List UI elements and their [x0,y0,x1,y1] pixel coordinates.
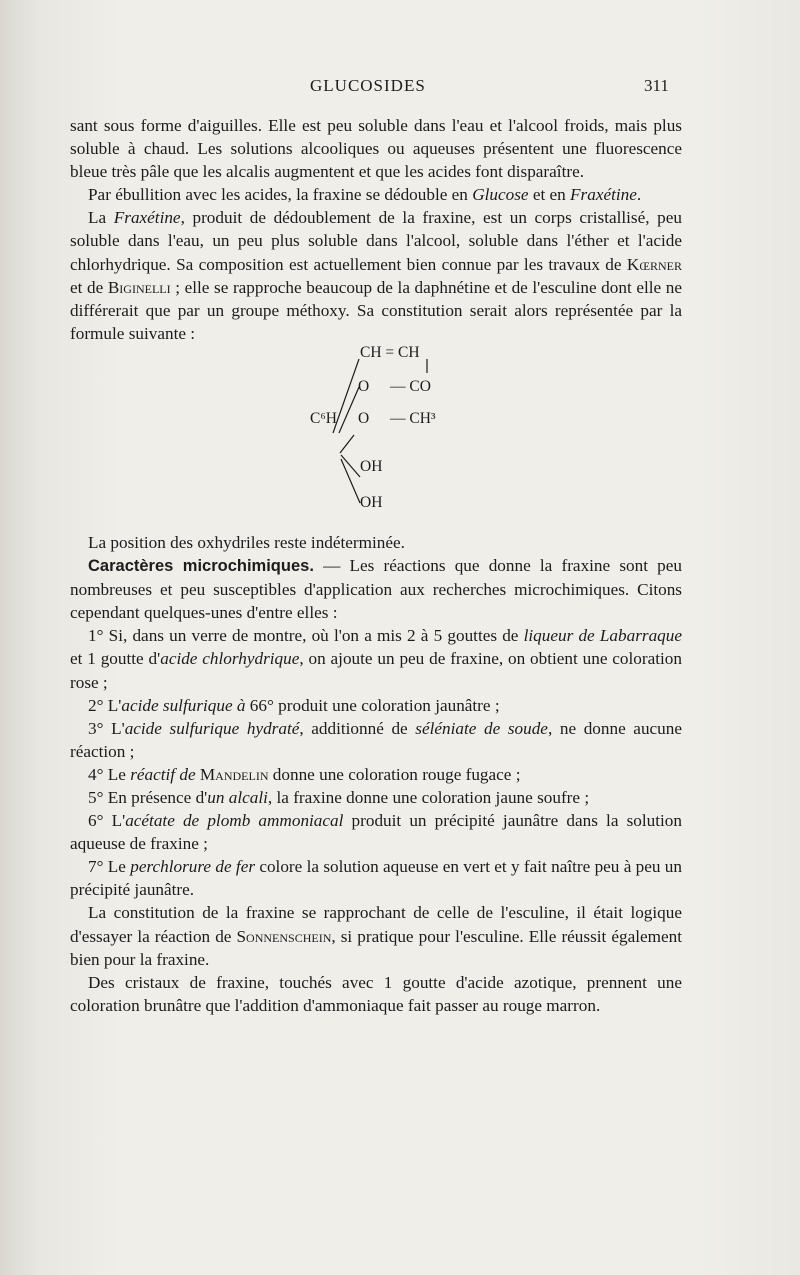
formula-oh-2: OH [360,493,383,511]
list-item [70,624,682,693]
paragraph-7: Des cristaux de fraxine, touchés avec 1 goutte d'acide azotique, prennent une coloration brunâtre que l'addition d'ammoniaque fait passer au rouge marron. [70,972,682,1015]
list-item [70,763,682,786]
p3-text-a: La [88,208,114,228]
page-header [0,76,800,100]
item-text: donne une coloration rouge fugace ; [268,764,521,784]
p3-text-d: ; elle se rapproche beaucoup de la daphnétine et de l'esculine dont elle ne différerait que par un groupe méthoxy. Sa constitution serait alors représentée par la formule suivante : [70,277,682,343]
paragraph-5 [70,554,682,624]
item-text: Le [103,857,131,877]
item-text: colore la solution aqueuse en vert et y fait naître peu à peu un précipité jaunâtre. [70,857,682,900]
item-text: et 1 goutte d' [70,649,161,669]
paragraph-2 [70,183,682,206]
item-number: 3° [88,718,104,738]
item-text: , ne donne aucune réaction ; [70,718,682,761]
p3-text-b: , produit de dédoublement de la fraxine, est un corps cristallisé, peu soluble dans l'eau, un peu plus soluble dans l'alcool, soluble dans l'éther et l'acide chlorhydrique. Sa composition est actuellement bien connue par les travaux de [70,208,682,274]
p6-text-b: , si pratique pour l'esculine. Elle réussit également bien pour la fraxine. [70,926,683,969]
paragraph-1: sant sous forme d'aiguilles. Elle est peu soluble dans l'eau et l'alcool froids, mais plus soluble à chaud. Les solutions alcooliques ou aqueuses présentent une fluorescence bleue très pâle que les alcalis augmentent et que les acides font disparaître. [70,116,682,182]
author-koerner: Kœrner [626,254,682,274]
paragraph-6 [70,901,682,970]
item-text: L' [103,811,126,831]
term-fraxetine: Fraxétine [570,185,637,205]
body-text [70,114,682,1017]
item-term: séléniate de soude [415,718,548,738]
author-sonnenschein: Sonnenschein [236,926,332,946]
p2-text-c: . [636,185,642,205]
term-glucose: Glucose [472,185,529,205]
item-term: perchlorure de fer [130,857,256,877]
term-fraxetine-2: Fraxétine [113,208,181,228]
formula-oh-1: OH [360,457,383,475]
item-term: acide sulfurique hydraté [124,718,300,738]
list-item [70,694,682,717]
list-item [70,786,682,809]
formula-ch-ch: CH = CH [360,343,420,361]
item-text: L' [103,695,122,715]
p5-text: — Les réactions que donne la fraxine sont peu nombreuses et peu susceptibles d'application aux recherches microchimiques. Citons cependant quelques-unes d'entre elles : [70,556,682,623]
list-item [70,855,682,901]
item-number: 4° [88,764,104,784]
author-mandelin: Mandelin [199,764,269,784]
item-text: L' [103,718,125,738]
running-title: GLUCOSIDES [310,76,426,95]
list-item [70,809,682,855]
item-term: liqueur de Labarraque [523,626,682,646]
item-number: 7° [88,857,104,877]
item-text: 66° produit une coloration jaunâtre ; [245,695,500,715]
item-term: acétate de plomb ammoniacal [125,811,344,831]
item-text: produit un précipité jaunâtre dans la solution aqueuse de fraxine ; [70,811,682,854]
formula-o-1: O [358,377,370,395]
p3-text-c: et de [70,277,108,297]
item-term: acide chlorhydrique [160,649,300,669]
formula-co: — CO [390,377,431,395]
item-text: , additionné de [299,718,416,738]
item-text: , la fraxine donne une coloration jaune soufre ; [267,787,590,807]
item-text: Le [103,764,131,784]
p2-text-a: Par ébullition avec les acides, la fraxine se dédouble en [88,185,473,205]
author-biginelli: Biginelli [107,277,171,297]
paragraph-4: La position des oxhydriles reste indéterminée. [88,532,405,552]
item-text: Si, dans un verre de montre, où l'on a mis 2 à 5 gouttes de [103,626,524,646]
p6-text-a: La constitution de la fraxine se rapprochant de celle de l'esculine, il était logique d'essayer la réaction de [70,903,682,946]
list-item [70,717,682,763]
item-term: acide sulfurique à [121,695,246,715]
item-number: 2° [88,695,104,715]
item-number: 5° [88,787,104,807]
p2-text-b: et en [528,185,571,205]
formula-ch3: — CH³ [390,409,436,427]
item-term: réactif de [130,764,196,784]
reaction-list [70,624,682,901]
paragraph-3 [70,206,682,345]
item-number: 1° [88,626,104,646]
section-heading: Caractères microchimiques. [88,557,314,576]
page-number: 311 [644,76,669,95]
item-number: 6° [88,811,104,831]
chemical-formula [70,343,682,527]
item-text: , on ajoute un peu de fraxine, on obtient une coloration rose ; [70,649,682,692]
item-term: un alcali [207,787,268,807]
formula-o-2: O [358,409,370,427]
formula-c6h: C⁶H [310,409,337,427]
item-text: En présence d' [103,787,208,807]
